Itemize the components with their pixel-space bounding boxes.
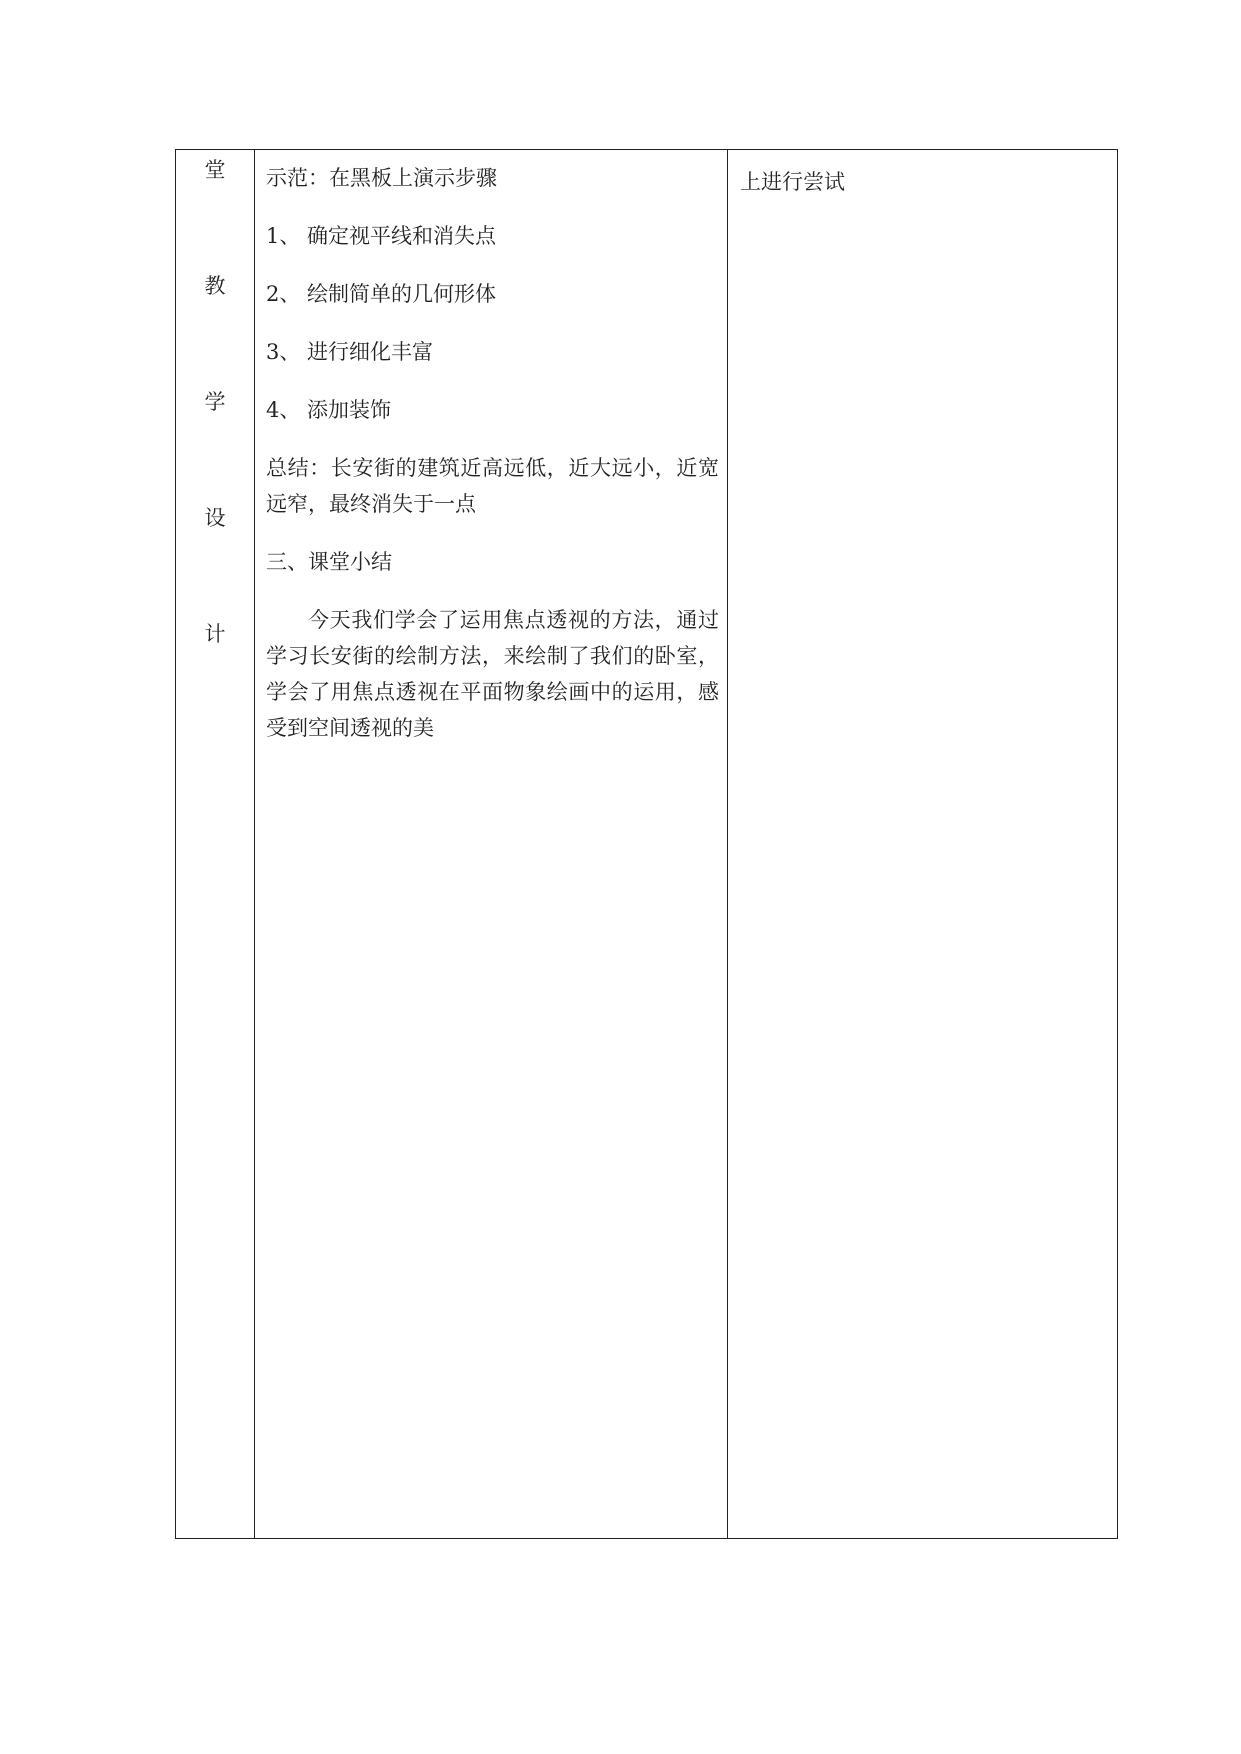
label-char-tang: 堂	[204, 158, 226, 182]
conclusion-paragraph: 今天我们学会了运用焦点透视的方法，通过学习长安街的绘制方法，来绘制了我们的卧室，学会了用焦点透视在平面物象绘画中的运用，感受到空间透视的美	[266, 608, 719, 740]
content-column	[255, 150, 728, 1538]
label-char-she: 设	[204, 506, 226, 530]
label-char-xue: 学	[204, 390, 226, 414]
demo-title: 示范：在黑板上演示步骤	[266, 166, 497, 190]
summary-text: 总结：长安街的建筑近高远低，近大远小，近宽远窄，最终消失于一点	[266, 456, 719, 516]
label-char-ji: 计	[204, 622, 226, 646]
notes-text: 上进行尝试	[740, 170, 845, 194]
lesson-plan-table	[175, 149, 1118, 1539]
step-item: 2、 绘制简单的几何形体	[266, 282, 497, 306]
step-item: 1、 确定视平线和消失点	[266, 224, 497, 248]
notes-column	[728, 150, 1117, 1538]
step-item: 4、 添加装饰	[266, 398, 392, 422]
section-heading: 三、课堂小结	[266, 550, 392, 574]
step-item: 3、 进行细化丰富	[266, 340, 434, 364]
label-char-jiao: 教	[204, 274, 226, 298]
label-column	[176, 150, 255, 1538]
